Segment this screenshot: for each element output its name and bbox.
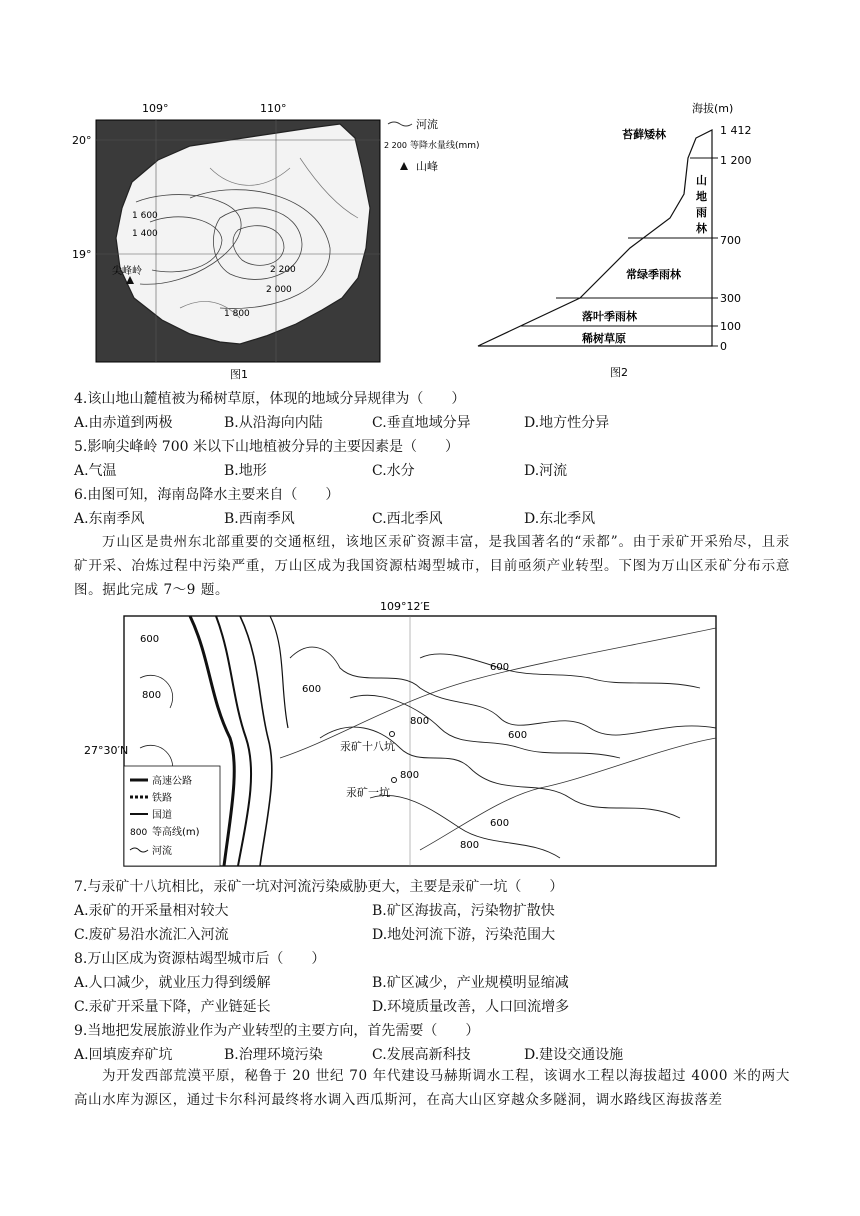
contour-label: 800 [142,690,162,701]
option-d[interactable]: D.环境质量改善，人口回流增多 [372,999,570,1015]
question-5-stem: 5.影响尖峰岭 700 米以下山地植被分异的主要因素是（ ） [74,439,459,455]
legend-isohyet: 等降水量线(mm) [410,141,480,151]
option-b[interactable]: B.地形 [224,463,267,479]
option-b[interactable]: B.治理环境污染 [224,1047,323,1063]
zone-mountain-rain: 地 [696,190,707,203]
option-c[interactable]: C.汞矿开采量下降，产业链延长 [74,999,271,1015]
option-a[interactable]: A.由赤道到两极 [74,415,173,431]
tick-label: 700 [720,234,741,247]
contour-label: 2 000 [266,285,292,295]
option-b[interactable]: B.矿区减少，产业规模明显缩减 [372,975,569,991]
contour-label: 1 400 [132,229,158,239]
figure-2-caption: 图2 [610,366,628,379]
legend-contour: 等高线(m) [152,827,200,838]
contour-label: 600 [140,634,160,645]
legend-highway: 高速公路 [152,776,192,787]
question-4-stem: 4.该山地山麓植被为稀树草原，体现的地域分异规律为（ ） [74,391,466,407]
contour-label: 600 [508,730,528,741]
figure-1-map [70,98,480,381]
contour-label: 1 800 [224,309,250,319]
zone-evergreen: 常绿季雨林 [626,268,681,281]
lon-label: 109°12′E [380,600,430,613]
figure-1-caption: 图1 [230,368,248,381]
contour-label: 600 [302,684,322,695]
zone-mountain-rain: 山 [696,174,707,187]
option-d[interactable]: D.建设交通设施 [524,1047,624,1063]
zone-deciduous: 落叶季雨林 [582,310,637,323]
option-b[interactable]: B.矿区海拔高，污染物扩散快 [372,903,555,919]
contour-label: 800 [400,770,420,781]
option-d[interactable]: D.地处河流下游，污染范围大 [372,927,556,943]
lat-label: 19° [72,248,92,261]
contour-label: 800 [460,840,480,851]
option-a[interactable]: A.东南季风 [74,511,145,527]
legend-railway: 铁路 [152,793,172,804]
legend-national-road: 国道 [152,810,172,821]
option-d[interactable]: D.东北季风 [524,511,596,527]
contour-label: 600 [490,818,510,829]
tick-label: 300 [720,292,741,305]
option-c[interactable]: C.垂直地域分异 [372,415,471,431]
figure-2-profile [460,98,790,380]
lon-label: 109° [142,102,169,115]
legend-river: 河流 [416,118,438,131]
legend-isohyet-sample: 2 200 [384,141,407,150]
contour-label: 2 200 [270,265,296,275]
question-9-stem: 9.当地把发展旅游业作为产业转型的主要方向，首先需要（ ） [74,1023,480,1039]
option-b[interactable]: B.西南季风 [224,511,295,527]
option-d[interactable]: D.地方性分异 [524,415,610,431]
lon-label: 110° [260,102,287,115]
legend-river: 河流 [152,846,172,857]
peak-legend-icon [400,162,408,170]
mine-1-label: 汞矿一坑 [346,786,390,799]
option-a[interactable]: A.汞矿的开采量相对较大 [74,903,229,919]
passage-wanshan: 万山区是贵州东北部重要的交通枢纽，该地区汞矿资源丰富，是我国著名的“汞都”。由于汞矿开采殆尽，且汞矿开采、冶炼过程中污染严重，万山区成为我国资源枯竭型城市，目前亟须产业转型。下图为万山区汞矿分布示意图。据此完成 7～9 题。 [74,534,790,598]
contour-label: 800 [410,716,430,727]
figure-3-map [84,598,720,870]
option-a[interactable]: A.人口减少，就业压力得到缓解 [74,975,271,991]
tick-label: 0 [720,340,727,353]
option-c[interactable]: C.发展高新科技 [372,1047,471,1063]
legend-contour-sample: 800 [130,828,148,838]
tick-label: 1 200 [720,154,752,167]
option-a[interactable]: A.气温 [74,463,117,479]
question-7-stem: 7.与汞矿十八坑相比，汞矿一坑对河流污染威胁更大，主要是汞矿一坑（ ） [74,879,564,895]
question-6-stem: 6.由图可知，海南岛降水主要来自（ ） [74,487,340,503]
legend-peak: 山峰 [416,160,438,173]
peak-name: 尖峰岭 [112,266,142,277]
zone-savanna: 稀树草原 [582,332,626,345]
option-a[interactable]: A.回填废弃矿坑 [74,1047,173,1063]
passage-peru: 为开发西部荒漠平原，秘鲁于 20 世纪 70 年代建设马赫斯调水工程，该调水工程以海拔超过 4000 米的两大高山水库为源区，通过卡尔科河最终将水调入西瓜斯河，在高大山区穿越众多隧洞，调水路线区海拔落差 [74,1068,790,1108]
question-8-stem: 8.万山区成为资源枯竭型城市后（ ） [74,951,326,967]
mine-18-label: 汞矿十八坑 [340,740,395,753]
option-c[interactable]: C.废矿易沿水流汇入河流 [74,927,229,943]
zone-mountain-rain: 雨 [696,206,707,219]
contour-label: 1 600 [132,211,158,221]
option-c[interactable]: C.水分 [372,463,415,479]
option-b[interactable]: B.从沿海向内陆 [224,415,323,431]
contour-label: 600 [490,662,510,673]
axis-title: 海拔(m) [692,102,734,115]
lat-label: 27°30′N [84,744,129,757]
zone-mountain-rain: 林 [696,222,707,235]
option-d[interactable]: D.河流 [524,463,568,479]
tick-label: 1 412 [720,124,752,137]
tick-label: 100 [720,320,741,333]
option-c[interactable]: C.西北季风 [372,511,443,527]
zone-moss: 苔藓矮林 [622,128,666,141]
lat-label: 20° [72,134,92,147]
river-legend-icon [388,122,412,126]
